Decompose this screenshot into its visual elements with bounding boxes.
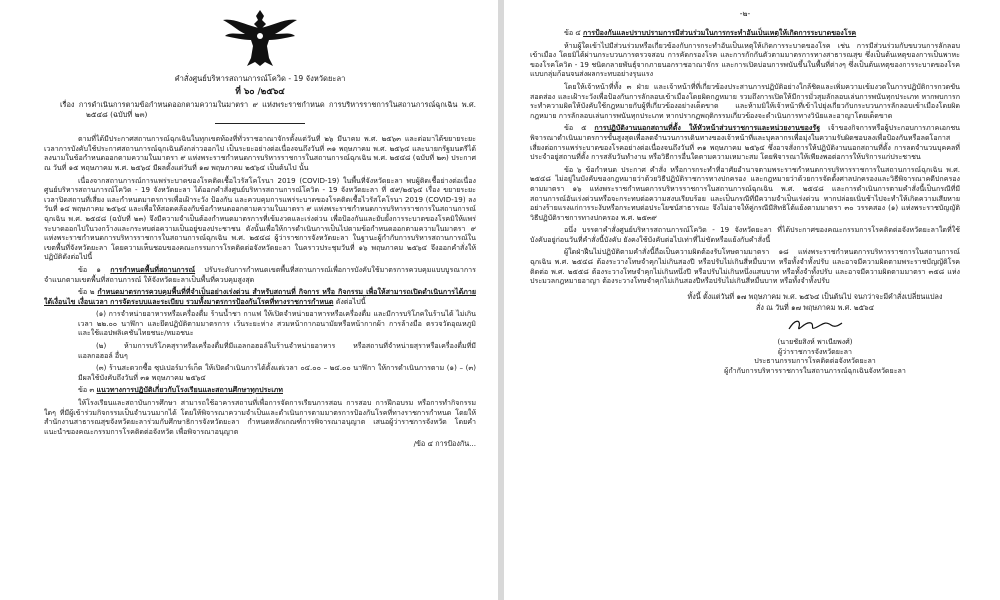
clause-1-heading: การกำหนดพื้นที่สถานการณ์ (110, 264, 196, 274)
clause-3-heading: แนวทางการปฏิบัติเกี่ยวกับโรงเรียนและสถานศึกษาทุกประเภท (96, 385, 283, 395)
closing-paragraph-2: ผู้ใดฝ่าฝืนไม่ปฏิบัติตามคำสั่งนี้ถือเป็นความผิดต้องรับโทษตามมาตรา ๑๘ แห่งพระราชกำหนดการบริหารราชการในสถานการณ์ฉุกเฉิน พ.ศ. ๒๕๔๘ ต้องระวางโทษจำคุกไม่เกินสองปี หรือปรับไม่เกินสี่หมื่นบาท หรือทั้งจำทั้งปรับ และอาจมีความผิดตามพระราชบัญญัติโรคติดต่อ พ.ศ. ๒๕๕๘ ต้องระวางโทษจำคุกไม่เกินหนึ่งปี หรือปรับไม่เกินหนึ่งแสนบาท หรือทั้งจำทั้งปรับ และอาจมีความผิดตามมาตรา ๓๕๘ แห่งประมวลกฎหมายอาญา ต้องระวางโทษจำคุกไม่เกินสองปีหรือปรับไม่เกินสี่หมื่นบาท หรือทั้งจำทั้งปรับ (530, 247, 960, 286)
signatory-name: (นายชัยสิงห์ พาเนียพงศ์) (777, 336, 853, 346)
order-number: ที่ ๖๐ /๒๕๖๔ (235, 87, 285, 98)
clause-1-text: ปรับระดับการกำหนดเขตพื้นที่สถานการณ์เพื่อการบังคับใช้มาตรการควบคุมแบบบูรณาการจำแนกตามเขตพื้นที่สถานการณ์ ให้จังหวัดยะลาเป็นพื้นที่ควบคุมสูงสุด (44, 264, 476, 284)
subject-divider (215, 123, 305, 124)
preamble-paragraph-2: เนื่องจากสถานการณ์การแพร่ระบาดของโรคติดเชื้อไวรัสโคโรนา 2019 (COVID-19) ในพื้นที่จังหวัดยะลา พบผู้ติดเชื้อย่างต่อเนื่อง ศูนย์บริหารสถานการณ์โควิด - 19 จังหวัดยะลา ได้ออกคำสั่งศูนย์บริหารสถานการณ์โควิด - 19 จังหวัดยะลา ที่ ๕๙/๒๕๖๔ เรื่อง ขยายระยะเวลาปิดสถานที่เสี่ยง และกำหนดมาตรการเพื่อเฝ้าระวัง ป้องกัน และควบคุมการแพร่ระบาดของโรคติดเชื้อไวรัสโคโรนา 2019 (COVID-19) ลงวันที่ ๑๔ พฤษภาคม ๒๕๖๔ และเพื่อให้สอดคล้องกับข้อกำหนดออกตามความในมาตรา ๙ แห่งพระราชกำหนดการบริหารราชการในสถานการณ์ฉุกเฉิน พ.ศ. ๒๕๔๘ (ฉบับที่ ๒๓) จึงมีความจำเป็นต้องกำหนดมาตรการที่เข้มงวดและเร่งด่วน เพื่อป้องกันและยับยั้งการระบาดของโรคมิให้แพร่ระบาดออกไปในวงกว้างและกระทบต่อความเป็นอยู่ของประชาชน ดังนั้นเพื่อให้การดำเนินการเป็นไปตามข้อกำหนดออกตามความในมาตรา ๙ แห่งพระราชกำหนดการบริหารราชการในสถานการณ์ฉุกเฉิน พ.ศ. ๒๕๔๘ ผู้ว่าราชการจังหวัดยะลา ในฐานะผู้กำกับการบริหารสถานการณ์ในเขตพื้นที่จังหวัดยะลา โดยความเห็นชอบของคณะกรรมการโรคติดต่อจังหวัดยะลา ในคราวประชุมวันที่ ๑๖ พฤษภาคม ๒๕๖๔ จึงออกคำสั่งให้ปฏิบัติดังต่อไปนี้ (44, 175, 476, 262)
clause-2-heading: กำหนดมาตรการควบคุมพื้นที่ที่จำเป็นอย่างเร่งด่วน สำหรับสถานที่ กิจการ หรือ กิจกรรม เพื่อให้สามารถเปิดดำเนินการได้ภายใต้เงื่อนไข เงื่อนเวลา การจัดระบบและระเบียบ รวมทั้งมาตรการป้องกันโรคที่ทางราชการกำหนด (44, 287, 476, 306)
page-number: -๒- (739, 9, 751, 18)
preamble-paragraph-1: ตามที่ได้มีประกาศสถานการณ์ฉุกเฉินในทุกเขตท้องที่ทั่วราชอาณาจักรตั้งแต่วันที่ ๒๖ มีนาคม พ.ศ. ๒๕๖๓ และต่อมาได้ขยายระยะเวลาการบังคับใช้ประกาศสถานการณ์ฉุกเฉินดังกล่าวออกไป เป็นระยะอย่างต่อเนื่องจนถึงวันที่ ๓๑ พฤษภาคม พ.ศ. ๒๕๖๔ และนายกรัฐมนตรีได้ลงนามในข้อกำหนดออกตามความในมาตรา ๙ แห่งพระราชกำหนดการบริหารราชการในสถานการณ์ฉุกเฉิน พ.ศ. ๒๕๔๘ (ฉบับที่ ๒๓) ประกาศ ณ วันที่ ๑๕ พฤษภาคม พ.ศ. ๒๕๖๔ มีผลตั้งแต่วันที่ ๑๗ พฤษภาคม ๒๕๖๔ เป็นต้นไป นั้น (44, 134, 476, 172)
clause-2-suffix: ดังต่อไปนี้ (335, 296, 366, 306)
clause-5 (530, 123, 960, 161)
clause-4-paragraph-2: โดยให้เจ้าหน้าที่ทั้ง ๓ ฝ่าย และเจ้าหน้าที่ที่เกี่ยวข้องประสานการปฏิบัติอย่างใกล้ชิดและเพิ่มความเข้มงวดในการปฏิบัติการกวดขัน สอดส่อง และเฝ้าระวังเพื่อป้องกันการลักลอบเข้าเมืองโดยผิดกฎหมาย รวมถึงการเปิดให้มีการมั่วสุมลักลอบเล่นการพนันทุกประเภท หากพบการกระทำความผิดให้บังคับใช้กฎหมายกับผู้ที่เกี่ยวข้องอย่างเด็ดขาด และห้ามมิให้เจ้าหน้าที่เข้าไปยุ่งเกี่ยวกับกระบวนการลักลอบเข้าเมืองโดยผิดกฎหมาย การลักลอบเล่นการพนันทุกประเภท หากปรากฏพฤติกรรมเกี่ยวข้องจะดำเนินการทางวินัยและอาญาโดยเด็ดขาด (530, 81, 960, 120)
clause-6-text: ข้อกำหนด ประกาศ คำสั่ง หรือการกระทำที่อาศัยอำนาจตามพระราชกำหนดการบริหารราชการในสถานการณ์ฉุกเฉิน พ.ศ. ๒๕๔๘ ไม่อยู่ในบังคับของกฎหมายว่าด้วยวิธีปฏิบัติราชการทางปกครอง และกฎหมายว่าด้วยการจัดตั้งศาลปกครองและวิธีพิจารณาคดีปกครอง ตามมาตรา ๑๖ แห่งพระราชกำหนดการบริหารราชการในสถานการณ์ฉุกเฉิน พ.ศ. ๒๕๔๘ และการดำเนินการตามคำสั่งนี้เป็นกรณีที่มีสถานการณ์อันเร่งด่วนหรือจะกระทบต่อความสงบเรียบร้อย และเป็นกรณีที่มีความจำเป็นเร่งด่วน หากปล่อยเนิ่นช้าไปจะทำให้เกิดความเสียหายอย่างร้ายแรงแก่การระงับหรือกระทบต่อประโยชน์สาธารณะ จึงไม่อาจให้คู่กรณีมีสิทธิโต้แย้งตามมาตรา ๓๐ วรรคสอง (๑) แห่งพระราชบัญญัติวิธีปฏิบัติราชการทางปกครอง พ.ศ. ๒๕๓๙ (530, 164, 960, 222)
clause-2-item-1: (๑) การจำหน่ายอาหารหรือเครื่องดื่ม ร้านน้ำชา กาแฟ ให้เปิดจำหน่ายอาหารหรือเครื่องดื่ม และมีการบริโภคในร้านได้ ไม่เกินเวลา ๒๒.๐๐ นาฬิกา และยึดปฏิบัติตามมาตรการ เว้นระยะห่าง สวมหน้ากากอนามัยหรือหน้ากากผ้า การล้างมือ ตรวจวัดอุณหภูมิ และใช้แอปพลิเคชันไทยชนะ/หมอชนะ (78, 309, 476, 338)
clause-4-title (530, 28, 960, 38)
clause-5-heading: การปฏิบัติงานนอกสถานที่ตั้ง ให้หัวหน้าส่วนราชการและหน่วยงานของรัฐ (594, 123, 821, 133)
clause-2-label: ข้อ ๒ (78, 287, 95, 297)
effective-date: ทั้งนี้ ตั้งแต่วันที่ ๑๗ พฤษภาคม พ.ศ. ๒๕๖๔ เป็นต้นไป จนกว่าจะมีคำสั่งเปลี่ยนแปลง (687, 291, 943, 301)
clause-1-label: ข้อ ๑ (78, 264, 101, 274)
clause-6 (530, 165, 960, 223)
clause-5-label: ข้อ ๕ (564, 123, 587, 133)
clause-1 (44, 265, 476, 284)
handwritten-signature-icon (785, 315, 845, 335)
clause-2-item-3: (๓) ร้านสะดวกซื้อ ซุปเปอร์มาร์เก็ต ให้เปิดดำเนินการได้ตั้งแต่เวลา ๐๔.๐๐ – ๒๔.๐๐ นาฬิกา ให้การดำเนินการตาม (๑) – (๓) มีผลใช้บังคับถึงวันที่ ๓๑ พฤษภาคม ๒๕๖๔ (78, 363, 476, 382)
clause-2-item-2: (๒) ห้ามการบริโภคสุราหรือเครื่องดื่มที่มีแอลกอฮอล์ในร้านจำหน่ายอาหาร หรือสถานที่จำหน่ายสุราหรือเครื่องดื่มที่มีแอลกอฮอล์ อื่นๆ (78, 341, 476, 360)
clause-3-title (44, 385, 476, 395)
signatory-position-3: ผู้กำกับการบริหารราชการในสถานการณ์ฉุกเฉินจังหวัดยะลา (724, 366, 906, 376)
document-page-1 (0, 0, 498, 600)
clause-5-text: เจ้าของกิจการหรือผู้ประกอบการภาคเอกชน พิจารณาดำเนินมาตรการขั้นสูงสุดเพื่อลดจำนวนการเดินทางของเจ้าหน้าที่และบุคลากรเพื่อมุ่งในความรับผิดชอบลงเพื่อป้องกันหรือลดโอกาสเสี่ยงต่อการแพร่ระบาดของโรคอย่างต่อเนื่องจนถึงวันที่ ๓๑ พฤษภาคม ๒๕๖๔ ซึ่งอาจสั่งการให้ปฏิบัติงานนอกสถานที่ตั้ง การลดจำนวนบุคคลที่ประจำอยู่สถานที่ตั้ง การสลับวันทำงาน หรือวิธีการอื่นใดตามความเหมาะสม โดยพิจารณาให้เพียงพอต่อการให้บริการแก่ประชาชน (530, 123, 960, 162)
continuation-marker: /ข้อ ๔ การป้องกัน... (413, 439, 476, 449)
clause-4-heading: การป้องกันและปราบปรามการมีส่วนร่วมในการกระทำอันเป็นเหตุให้เกิดการระบาดของโรค (583, 28, 857, 37)
signature-block (530, 292, 960, 376)
clause-4-paragraph-1: ห้ามผู้ใดเข้าไปมีส่วนร่วมหรือเกี่ยวข้องกับการกระทำอันเป็นเหตุให้เกิดการระบาดของโรค เช่น การมีส่วนร่วมกับขบวนการลักลอบเข้าเมือง โดยมิได้ผ่านกระบวนการตรวจสอบ การคัดกรองโรค และการกักกันตัวตามมาตรการทางสาธารณสุข ซึ่งเป็นต้นเหตุของการเป็นพาหะของโรคโควิด - 19 ชนิดกลายพันธุ์จากภายนอกราชอาณาจักร และการเปิดบ่อนการพนันขึ้นในพื้นที่ต่างๆ ซึ่งเป็นต้นเหตุของการระบาดของโรคแบบกลุ่มก้อนจนส่งผลกระทบอย่างรุนแรง (530, 40, 960, 79)
document-page-2 (504, 0, 1000, 600)
clause-3-text: ให้โรงเรียนและสถาบันการศึกษา สามารถใช้อาคารสถานที่เพื่อการจัดการเรียนการสอน การสอบ การฝึกอบรม หรือการทำกิจกรรมใดๆ ที่มีผู้เข้าร่วมกิจกรรมเป็นจำนวนมากได้ โดยให้พิจารณาความจำเป็นและดำเนินการตามมาตรการป้องกันโรคที่ทางราชการกำหนด โดยให้สำนักงานสาธารณสุขจังหวัดยะลาร่วมกับศึกษาธิการจังหวัดยะลา กำหนดหลักเกณฑ์การพิจารณาอนุญาต เสนอผู้ว่าราชการจังหวัด โดยคำแนะนำของคณะกรรมการโรคติดต่อจังหวัด เพื่อพิจารณาอนุญาต (44, 398, 476, 436)
clause-2 (44, 287, 476, 306)
signatory-position-2: ประธานกรรมการโรคติดต่อจังหวัดยะลา (754, 356, 876, 366)
closing-paragraph-1: อนึ่ง บรรดาคำสั่งศูนย์บริหารสถานการณ์โควิด - 19 จังหวัดยะลา ที่ได้ประกาศของคณะกรรมการโรคติดต่อจังหวัดยะลาใดที่ใช้บังคับอยู่ก่อนวันที่คำสั่งนี้บังคับ ยังคงใช้บังคับต่อไปเท่าที่ไม่ขัดหรือแย้งกับคำสั่งนี้ (530, 225, 960, 244)
clause-3-label: ข้อ ๓ (78, 385, 95, 395)
signatory-position-1: ผู้ว่าราชการจังหวัดยะลา (777, 346, 852, 356)
garuda-emblem-icon (217, 6, 303, 70)
clause-6-label: ข้อ ๖ (564, 164, 582, 174)
order-subject: เรื่อง การดำเนินการตามข้อกำหนดออกตามความในมาตรา ๙ แห่งพระราชกำหนด การบริหารราชการในสถานการณ์ฉุกเฉิน พ.ศ. ๒๕๔๘ (ฉบับที่ ๒๓) (60, 100, 476, 120)
order-title: คำสั่งศูนย์บริหารสถานการณ์โควิด - 19 จังหวัดยะลา (174, 74, 346, 83)
given-date: สั่ง ณ วันที่ ๑๗ พฤษภาคม พ.ศ. ๒๕๖๔ (755, 302, 875, 312)
clause-4-label: ข้อ ๔ (564, 28, 581, 37)
